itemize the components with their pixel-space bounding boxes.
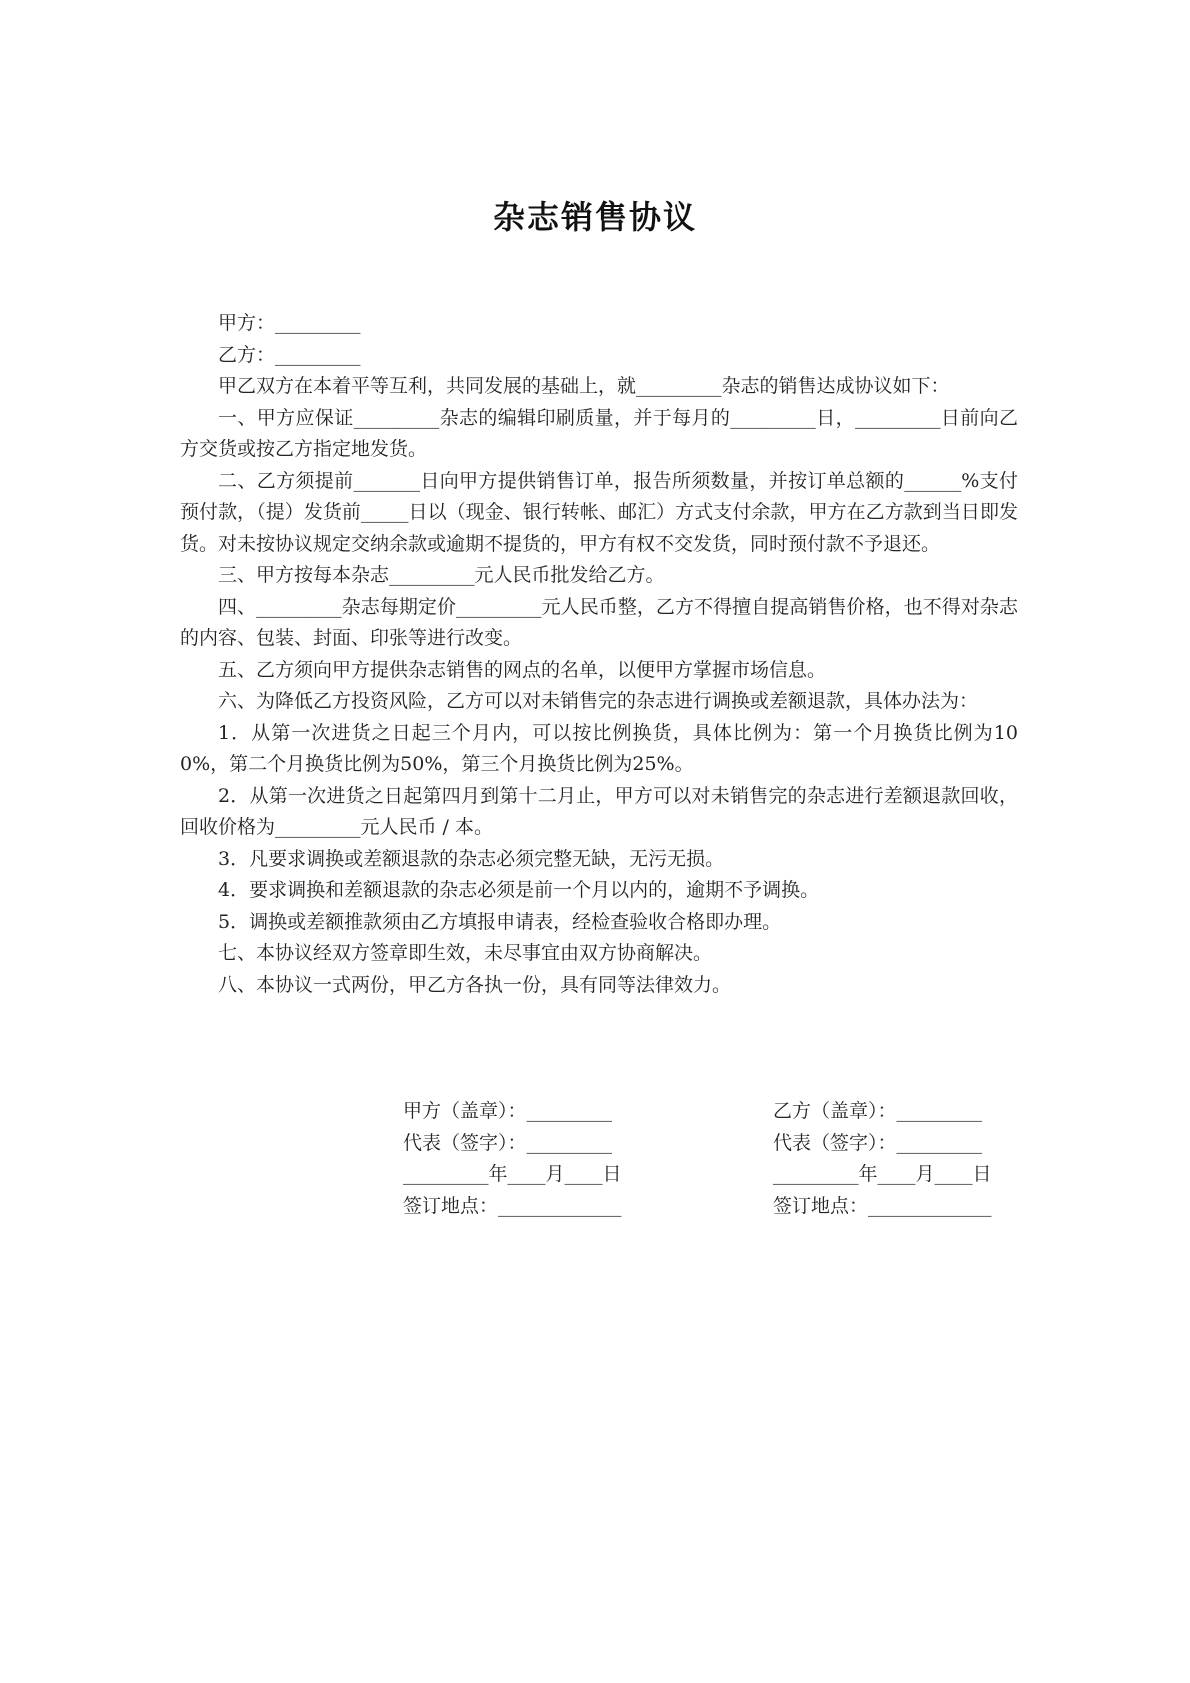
party-b-line: 乙方：_________ — [218, 343, 361, 366]
party-a-seal-line: 甲方（盖章）：_________ — [403, 1100, 613, 1122]
party-b-date-line: _________年____月____日 — [773, 1163, 992, 1185]
clause-6: 六、为降低乙方投资风险，乙方可以对未销售完的杂志进行调换或差额退款，具体办法为： — [218, 690, 979, 712]
contract-body — [180, 308, 1018, 1001]
clause-3: 三、甲方按每本杂志_________元人民币批发给乙方。 — [218, 564, 665, 586]
clause-6-item-1: 1．从第一次进货之日起三个月内，可以按比例换货，具体比例为：第一个月换货比例为100%，第二个月换货比例为50%，第三个月换货比例为25%。 — [180, 721, 1018, 775]
party-b-signature-block — [773, 1096, 992, 1222]
clause-6-item-4: 4．要求调换和差额退款的杂志必须是前一个月以内的，逾期不予调换。 — [218, 879, 820, 901]
document-title: 杂志销售协议 — [492, 198, 697, 236]
party-b-representative-line: 代表（签字）：_________ — [773, 1131, 983, 1154]
party-b-seal-line: 乙方（盖章）：_________ — [773, 1100, 983, 1122]
party-a-place-line: 签订地点：_____________ — [403, 1194, 622, 1217]
clause-6-item-3: 3．凡要求调换或差额退款的杂志必须完整无缺，无污无损。 — [218, 847, 725, 870]
clause-6-item-5: 5．调换或差额推款须由乙方填报申请表，经检查验收合格即办理。 — [218, 910, 782, 933]
clause-6-item-2: 2．从第一次进货之日起第四月到第十二月止，甲方可以对未销售完的杂志进行差额退款回收，回收价格为_________元人民币 / 本。 — [180, 784, 1018, 838]
clause-8: 八、本协议一式两份，甲乙方各执一份，具有同等法律效力。 — [218, 973, 732, 996]
clause-7: 七、本协议经双方签章即生效，未尽事宜由双方协商解决。 — [218, 942, 713, 964]
clause-2: 二、乙方须提前_______日向甲方提供销售订单，报告所须数量，并按订单总额的______%支付预付款，（提）发货前_____日以（现金、银行转帐、邮汇）方式支付余款，甲方在乙方款到当日即发货。对未按协议规定交纳余款或逾期不提货的，甲方有权不交发货，同时预付款不予退还。 — [180, 469, 1018, 555]
party-b-place-line: 签订地点：_____________ — [773, 1194, 992, 1217]
clause-5: 五、乙方须向甲方提供杂志销售的网点的名单，以便甲方掌握市场信息。 — [218, 658, 827, 681]
party-a-date-line: _________年____月____日 — [403, 1163, 622, 1185]
party-a-signature-block — [403, 1096, 622, 1222]
clause-1: 一、甲方应保证_________杂志的编辑印刷质量，并于每月的_________日，_________日前向乙方交货或按乙方指定地发货。 — [180, 406, 1018, 460]
preamble: 甲乙双方在本着平等互利，共同发展的基础上，就_________杂志的销售达成协议如下： — [218, 375, 950, 397]
clause-4: 四、_________杂志每期定价_________元人民币整，乙方不得擅自提高销售价格，也不得对杂志的内容、包装、封面、印张等进行改变。 — [180, 595, 1018, 649]
party-a-representative-line: 代表（签字）：_________ — [403, 1131, 613, 1154]
party-a-line: 甲方：_________ — [218, 312, 361, 334]
